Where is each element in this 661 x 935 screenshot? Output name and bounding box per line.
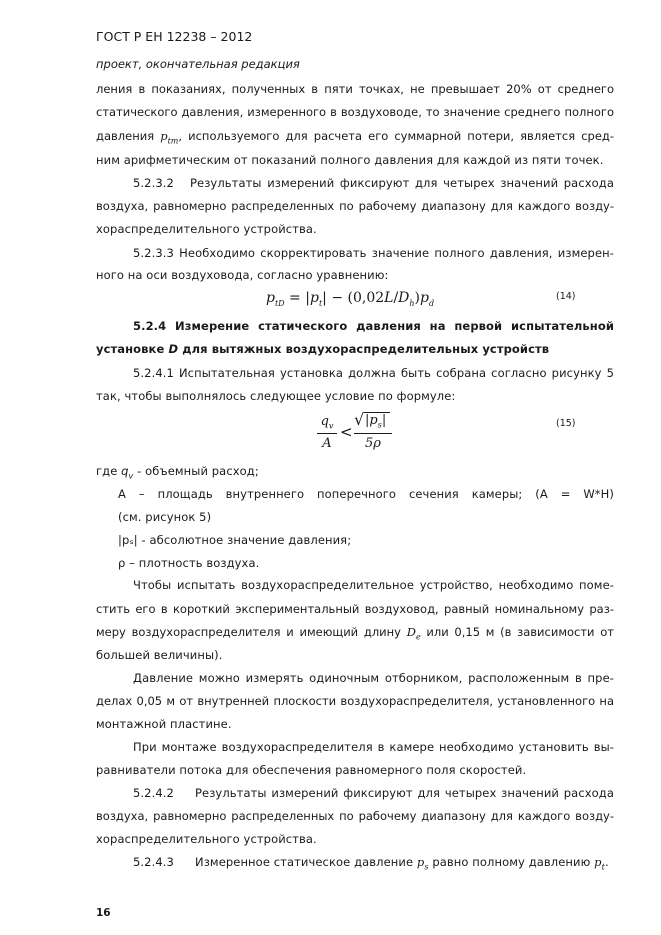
definition-ps: |pₛ| - абсолютное значение давления; xyxy=(118,533,352,547)
text-line: большей величины). xyxy=(96,648,223,662)
text-line: ним арифметическим от показаний полного давления для каждой из пяти точек. xyxy=(96,153,604,167)
doc-header-subtitle: проект, окончательная редакция xyxy=(96,57,300,71)
paragraph-continuation xyxy=(96,82,614,96)
definition-A-ref: (см. рисунок 5) xyxy=(118,510,212,524)
paragraph-test-intro-2 xyxy=(96,602,614,616)
definition-A: A – площадь внутреннего поперечного сечения камеры; (A = W*H) xyxy=(118,487,614,501)
text-line: воздуха, равномерно распределенных по рабочему диапазону для каждого возду- xyxy=(96,809,614,823)
section-heading-524: 5.2.4 Измерение статического давления на первой испытательной xyxy=(133,319,614,333)
text-line: монтажной пластине. xyxy=(96,717,232,731)
definition-qv: где $q_v$ - объемный расход; xyxy=(96,464,259,481)
clause-number-5232: 5.2.3.2 xyxy=(133,176,174,190)
eq15-numerator-left: $q_v$ xyxy=(320,414,334,431)
text-line: меру воздухораспределителя и имеющий длину $D_e$ или 0,15 м (в зависимости от xyxy=(96,625,614,642)
less-than-sign: < xyxy=(340,423,353,441)
paragraph-5233 xyxy=(133,246,614,260)
equation-15-label: (15) xyxy=(556,418,576,429)
text-line: давления $p_{tm}$, используемого для расчета его суммарной потери, является сред- xyxy=(96,129,614,146)
paragraph-test-intro-3 xyxy=(96,625,614,641)
paragraph-mounting: При монтаже воздухораспределителя в камере необходимо установить вы- xyxy=(133,740,614,754)
paragraph-pressure: Давление можно измерять одиночным отборником, расположенным в пре- xyxy=(133,671,614,685)
paragraph-5241: 5.2.4.1 Испытательная установка должна быть собрана согласно рисунку 5 xyxy=(133,366,614,380)
eq15-denominator-right: 5ρ xyxy=(365,436,381,451)
text-line: статического давления, измеренного в воздуховоде, то значение среднего полного xyxy=(96,105,614,119)
page-number: 16 xyxy=(96,907,111,919)
definition-rho: ρ – плотность воздуха. xyxy=(118,556,260,570)
paragraph-test-intro: Чтобы испытать воздухораспределительное устройство, необходимо поме- xyxy=(133,578,614,592)
eq15-denominator-left: A xyxy=(322,436,332,451)
text-line: делах 0,05 м от внутренней плоскости воздухораспределителя, установленного на xyxy=(96,694,614,708)
paragraph-5242 xyxy=(96,809,614,823)
paragraph-5243: Измеренное статическое давление $p_s$ равно полному давлению $p_t$. xyxy=(195,855,609,872)
equation-14: $p_{tD} = |p_t| - (0,02L/D_h)p_d$ xyxy=(266,290,435,308)
text-line: Результаты измерений фиксируют для четырех значений расхода xyxy=(190,176,614,190)
clause-number-5243: 5.2.4.3 xyxy=(133,855,174,869)
eq15-numerator-right: $|p_s|$ xyxy=(365,413,387,430)
text-line: хораспределительного устройства. xyxy=(96,222,317,236)
text-line: 5.2.3.3 Необходимо скорректировать значение полного давления, измерен- xyxy=(133,246,614,260)
paragraph-pressure-2 xyxy=(96,694,614,708)
clause-number-5242: 5.2.4.2 xyxy=(133,786,174,800)
paragraph-5232 xyxy=(96,199,614,213)
fraction-bar xyxy=(354,433,392,434)
equation-14-label: (14) xyxy=(556,291,576,302)
text-line: ления в показаниях, полученных в пяти точках, не превышает 20% от среднего xyxy=(96,82,614,96)
doc-header-title: ГОСТ Р ЕН 12238 – 2012 xyxy=(96,29,253,44)
paragraph-continuation-3 xyxy=(96,129,614,145)
text-line: ного на оси воздуховода, согласно уравнению: xyxy=(96,268,389,282)
paragraph-continuation-2 xyxy=(96,105,614,119)
text-line: Результаты измерений фиксируют для четырех значений расхода xyxy=(195,786,614,800)
sqrt-icon: √ xyxy=(354,410,365,429)
text-line: так, чтобы выполнялось следующее условие по формуле: xyxy=(96,389,456,403)
fraction-bar xyxy=(317,433,337,434)
text-line: равниватели потока для обеспечения равномерного поля скоростей. xyxy=(96,763,527,777)
text-line: хораспределительного устройства. xyxy=(96,832,317,846)
section-heading-524-line2: установке D для вытяжных воздухораспределительных устройств xyxy=(96,342,550,356)
text-line: воздуха, равномерно распределенных по рабочему диапазону для каждого возду- xyxy=(96,199,614,213)
text-line: стить его в короткий экспериментальный воздуховод, равный номинальному раз- xyxy=(96,602,614,616)
